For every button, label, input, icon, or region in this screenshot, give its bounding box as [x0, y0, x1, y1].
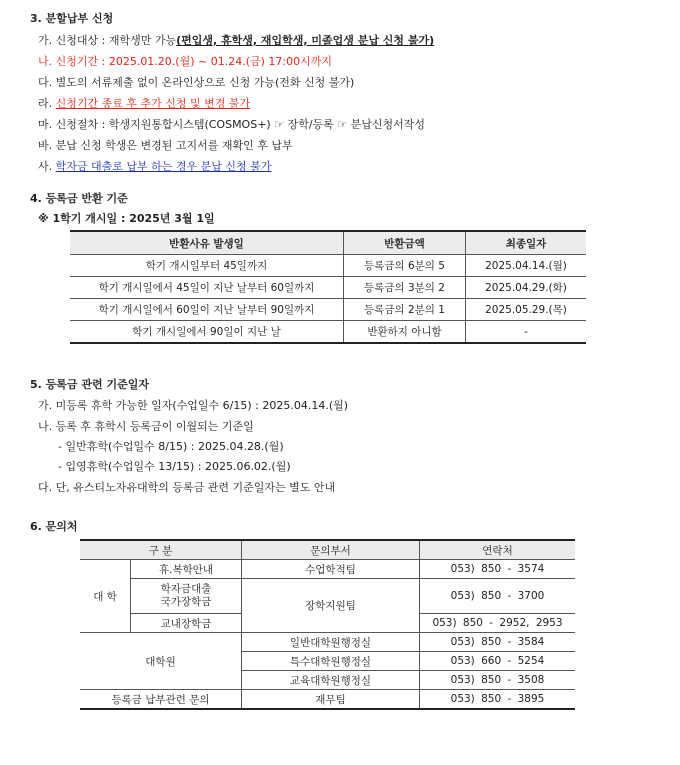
section5-item-c: 다. 단, 유스티노자유대학의 등록금 관련 기준일자는 별도 안내: [38, 481, 336, 494]
refund-reason: 학기 개시일에서 60일이 지난 날부터 90일까지: [70, 299, 344, 321]
contact-table-header: [80, 540, 575, 560]
refund-header-date: 최종일자: [466, 231, 587, 255]
contact-sub: 교내장학금: [131, 614, 242, 633]
contact-header-category: 구 분: [80, 540, 242, 560]
section3-item-g-prefix: 사.: [38, 160, 56, 173]
section3-item-d-text: 신청기간 종료 후 추가 신청 및 변경 불가: [55, 97, 251, 110]
refund-table-header: [70, 231, 586, 255]
section3-item-b: 나. 신청기간 : 2025.01.20.(월) ~ 01.24.(금) 17:00시까지: [38, 55, 332, 68]
section5-item-b2: - 입영휴학(수업일수 13/15) : 2025.06.02.(월): [58, 460, 291, 473]
contact-tel: 053) 850 - 3508: [420, 671, 576, 690]
contact-sub: 휴.복학안내: [131, 560, 242, 579]
table-row: [70, 255, 586, 277]
table-row: [80, 633, 575, 652]
refund-header-amount: 반환금액: [344, 231, 466, 255]
contact-table: [80, 539, 575, 710]
refund-amount: 등록금의 2분의 1: [344, 299, 466, 321]
refund-date: 2025.05.29.(목): [466, 299, 587, 321]
contact-group-grad: 대학원: [80, 633, 242, 690]
section3-item-d: [38, 95, 250, 111]
contact-dept: 장학지원팀: [242, 579, 420, 633]
contact-tel: 053) 850 - 3700: [420, 579, 576, 614]
table-row: [80, 579, 575, 614]
refund-reason: 학기 개시일에서 90일이 지난 날: [70, 321, 344, 344]
contact-dept: 교육대학원행정실: [242, 671, 420, 690]
contact-dept: 수업학적팀: [242, 560, 420, 579]
contact-header-tel: 연락처: [420, 540, 576, 560]
table-row: [70, 321, 586, 344]
contact-tel: 053) 850 - 2952, 2953: [420, 614, 576, 633]
section3-item-g: [38, 158, 271, 174]
section5-item-a: 가. 미등록 휴학 가능한 일자(수업일수 6/15) : 2025.04.14.(월): [38, 399, 349, 412]
refund-table: [70, 230, 586, 344]
refund-header-reason: 반환사유 발생일: [70, 231, 344, 255]
section3-title: 3. 분할납부 신청: [30, 12, 114, 25]
table-row: [80, 690, 575, 710]
section4-title: 4. 등록금 반환 기준: [30, 192, 128, 205]
table-row: [80, 560, 575, 579]
section3-item-c: 다. 별도의 서류제출 없이 온라인상으로 신청 가능(전화 신청 불가): [38, 76, 355, 89]
table-row: [70, 277, 586, 299]
contact-dept: 일반대학원행정실: [242, 633, 420, 652]
contact-tel: 053) 850 - 3574: [420, 560, 576, 579]
refund-amount: 등록금의 6분의 5: [344, 255, 466, 277]
contact-dept: 특수대학원행정실: [242, 652, 420, 671]
section5-item-b: 나. 등록 후 휴학시 등록금이 이월되는 기준일: [38, 420, 254, 433]
section3-item-a-label: 가. 신청대상 : 재학생만 가능: [38, 34, 177, 47]
section3-item-f: 바. 분납 신청 학생은 변경된 고지서를 재확인 후 납부: [38, 139, 293, 152]
contact-group-undergrad: 대 학: [80, 560, 131, 633]
contact-header-dept: 문의부서: [242, 540, 420, 560]
contact-group-tuition: 등록금 납부관련 문의: [80, 690, 242, 710]
refund-date: 2025.04.29.(화): [466, 277, 587, 299]
refund-reason: 학기 개시일부터 45일까지: [70, 255, 344, 277]
section3-item-e: 마. 신청절차 : 학생지원통합시스템(COSMOS+) ☞ 장학/등록 ☞ 분납신청서작성: [38, 118, 426, 131]
contact-tel: 053) 850 - 3895: [420, 690, 576, 710]
refund-date: 2025.04.14.(월): [466, 255, 587, 277]
contact-tel: 053) 660 - 5254: [420, 652, 576, 671]
refund-reason: 학기 개시일에서 45일이 지난 날부터 60일까지: [70, 277, 344, 299]
contact-dept: 재무팀: [242, 690, 420, 710]
section5-title: 5. 등록금 관련 기준일자: [30, 378, 149, 391]
section3-item-a-bold: (편입생, 휴학생, 재입학생, 미졸업생 분납 신청 불가): [176, 34, 435, 47]
section5-item-b1: - 일반휴학(수업일수 8/15) : 2025.04.28.(월): [58, 440, 284, 453]
section6-title: 6. 문의처: [30, 520, 78, 533]
contact-sub: 학자금대출 국가장학금: [131, 579, 242, 614]
refund-amount: 반환하지 아니함: [344, 321, 466, 344]
section3-item-a: [38, 32, 434, 48]
refund-amount: 등록금의 3분의 2: [344, 277, 466, 299]
section3-item-d-prefix: 라.: [38, 97, 56, 110]
section4-note: ※ 1학기 개시일 : 2025년 3월 1일: [38, 212, 215, 225]
contact-tel: 053) 850 - 3584: [420, 633, 576, 652]
table-row: [70, 299, 586, 321]
section3-item-g-link[interactable]: 학자금 대출로 납부 하는 경우 분납 신청 불가: [55, 160, 272, 173]
refund-date: -: [466, 321, 587, 344]
